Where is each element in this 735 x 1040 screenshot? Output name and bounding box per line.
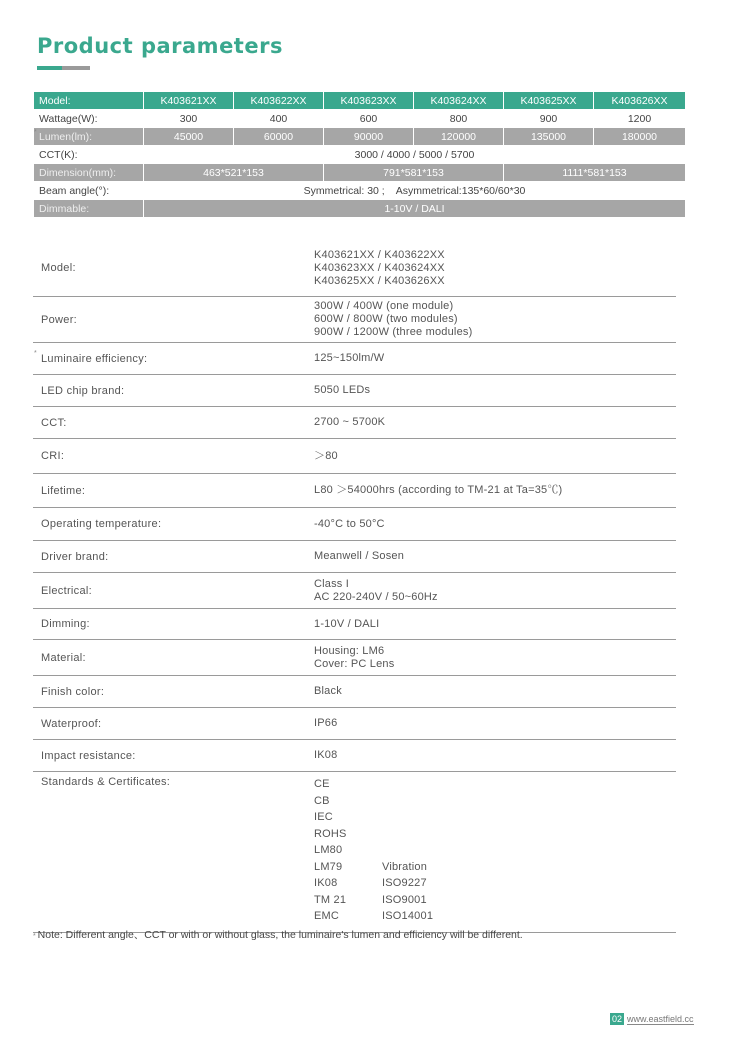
model-cell: K403621XX xyxy=(144,92,234,110)
cct-label: CCT(K): xyxy=(34,146,144,164)
cert-item: EMC xyxy=(314,910,340,922)
model-cell: K403625XX xyxy=(504,92,594,110)
param-label: Material: xyxy=(41,651,86,664)
model-cell: K403626XX xyxy=(594,92,686,110)
param-label: Waterproof: xyxy=(41,717,102,730)
certificates-label: Standards & Certificates: xyxy=(41,776,171,788)
param-label: Impact resistance: xyxy=(41,749,136,762)
param-value: 2700 ~ 5700K xyxy=(314,416,386,428)
param-value: L80 ＞54000hrs (according to TM-21 at Ta=35℃) xyxy=(314,484,563,496)
param-value: IK08 xyxy=(314,749,338,761)
lumen-cell: 135000 xyxy=(504,128,594,146)
cert-item: TM 21 xyxy=(314,893,347,906)
param-value: K403621XX / K403622XX K403623XX / K403624XX K403625XX / K403626XX xyxy=(314,248,445,287)
param-value: -40°C to 50°C xyxy=(314,517,385,530)
param-value: 125~150lm/W xyxy=(314,352,385,364)
cert-item: LM79 xyxy=(314,860,343,873)
param-value: 1-10V / DALI xyxy=(314,617,380,630)
param-row xyxy=(33,740,676,772)
param-row xyxy=(33,474,676,508)
param-row xyxy=(33,609,676,640)
cct-row xyxy=(34,146,686,164)
wattage-cell: 800 xyxy=(414,110,504,128)
cct-value: 3000 / 4000 / 5000 / 5700 xyxy=(144,146,686,164)
wattage-cell: 900 xyxy=(504,110,594,128)
cert-item: ISO14001 xyxy=(382,910,434,922)
param-label: Luminaire efficiency: xyxy=(41,352,148,365)
dimension-label: Dimension(mm): xyxy=(34,164,144,182)
model-cell: K403622XX xyxy=(234,92,324,110)
param-row xyxy=(33,708,676,740)
param-row xyxy=(33,640,676,676)
param-label: Driver brand: xyxy=(41,550,109,563)
dimension-row xyxy=(34,164,686,182)
cert-item: ISO9227 xyxy=(382,877,427,889)
page-number: 02 xyxy=(612,1014,623,1024)
page-title: Product parameters xyxy=(37,34,283,58)
param-row xyxy=(33,297,676,343)
param-value: Class I AC 220-240V / 50~60Hz xyxy=(314,577,438,603)
param-value: IP66 xyxy=(314,717,338,729)
param-label: Power: xyxy=(41,313,78,326)
param-value: ＞80 xyxy=(314,449,338,462)
cert-item: CB xyxy=(314,794,330,807)
param-row xyxy=(33,676,676,708)
cert-item xyxy=(382,809,433,826)
wattage-cell: 300 xyxy=(144,110,234,128)
dimmable-label: Dimmable: xyxy=(34,200,144,218)
title-underline xyxy=(37,66,90,70)
cert-item xyxy=(382,776,433,793)
spec-table xyxy=(33,91,686,218)
param-label: CRI: xyxy=(41,450,65,462)
wattage-label: Wattage(W): xyxy=(34,110,144,128)
param-row xyxy=(33,439,676,474)
dimension-cell: 791*581*153 xyxy=(324,164,504,182)
beam-label: Beam angle(°): xyxy=(34,182,144,200)
website-link[interactable]: www.eastfield.cc xyxy=(627,1013,694,1024)
lumen-row xyxy=(34,128,686,146)
param-label: Dimming: xyxy=(41,618,90,630)
cert-item: IEC xyxy=(314,811,333,823)
param-label: LED chip brand: xyxy=(41,384,125,397)
dimension-cell: 1111*581*153 xyxy=(504,164,686,182)
param-row xyxy=(33,375,676,407)
param-value: 5050 LEDs xyxy=(314,384,371,396)
lumen-cell: 180000 xyxy=(594,128,686,146)
cert-item: Vibration xyxy=(382,860,428,873)
cert-item xyxy=(382,826,433,843)
param-label: Model: xyxy=(41,262,76,274)
cert-item: ROHS xyxy=(314,827,347,840)
footnote: * Note: Different angle、CCT or with or without glass, the luminaire's lumen and efficiency will be different. xyxy=(33,929,523,941)
cert-item: CE xyxy=(314,778,330,790)
dimension-cell: 463*521*153 xyxy=(144,164,324,182)
param-row xyxy=(33,508,676,541)
cert-item xyxy=(382,793,433,810)
beam-row xyxy=(34,182,686,200)
wattage-cell: 600 xyxy=(324,110,414,128)
param-label: Electrical: xyxy=(41,584,92,597)
cert-item: IK08 xyxy=(314,877,338,889)
param-value: 300W / 400W (one module) 600W / 800W (two modules) 900W / 1200W (three modules) xyxy=(314,300,473,338)
param-row xyxy=(33,343,676,375)
model-cell: K403623XX xyxy=(324,92,414,110)
param-value: Meanwell / Sosen xyxy=(314,550,405,562)
parameter-list xyxy=(33,240,676,933)
param-row xyxy=(33,407,676,439)
param-row xyxy=(33,541,676,573)
lumen-cell: 60000 xyxy=(234,128,324,146)
wattage-cell: 400 xyxy=(234,110,324,128)
param-row xyxy=(33,573,676,609)
param-label: Lifetime: xyxy=(41,484,86,497)
certificates-list xyxy=(314,772,676,929)
cert-item: LM80 xyxy=(314,844,343,856)
model-label: Model: xyxy=(34,92,144,110)
model-cell: K403624XX xyxy=(414,92,504,110)
page-footer xyxy=(610,1013,694,1025)
lumen-label: Lumen(lm): xyxy=(34,128,144,146)
wattage-row xyxy=(34,110,686,128)
model-row xyxy=(34,92,686,110)
param-row xyxy=(33,240,676,297)
param-label: CCT: xyxy=(41,416,67,429)
dimmable-row xyxy=(34,200,686,218)
lumen-cell: 90000 xyxy=(324,128,414,146)
wattage-cell: 1200 xyxy=(594,110,686,128)
param-label: Operating temperature: xyxy=(41,518,162,530)
lumen-cell: 120000 xyxy=(414,128,504,146)
param-value: Black xyxy=(314,685,342,697)
certificates-row xyxy=(33,772,676,933)
param-label: Finish color: xyxy=(41,685,105,698)
cert-item xyxy=(382,842,433,859)
beam-value: Symmetrical: 30 ; Asymmetrical:135*60/60*30 xyxy=(144,182,686,200)
lumen-cell: 45000 xyxy=(144,128,234,146)
param-value: Housing: LM6 Cover: PC Lens xyxy=(314,644,395,670)
cert-item: ISO9001 xyxy=(382,893,427,906)
dimmable-value: 1-10V / DALI xyxy=(144,200,686,218)
